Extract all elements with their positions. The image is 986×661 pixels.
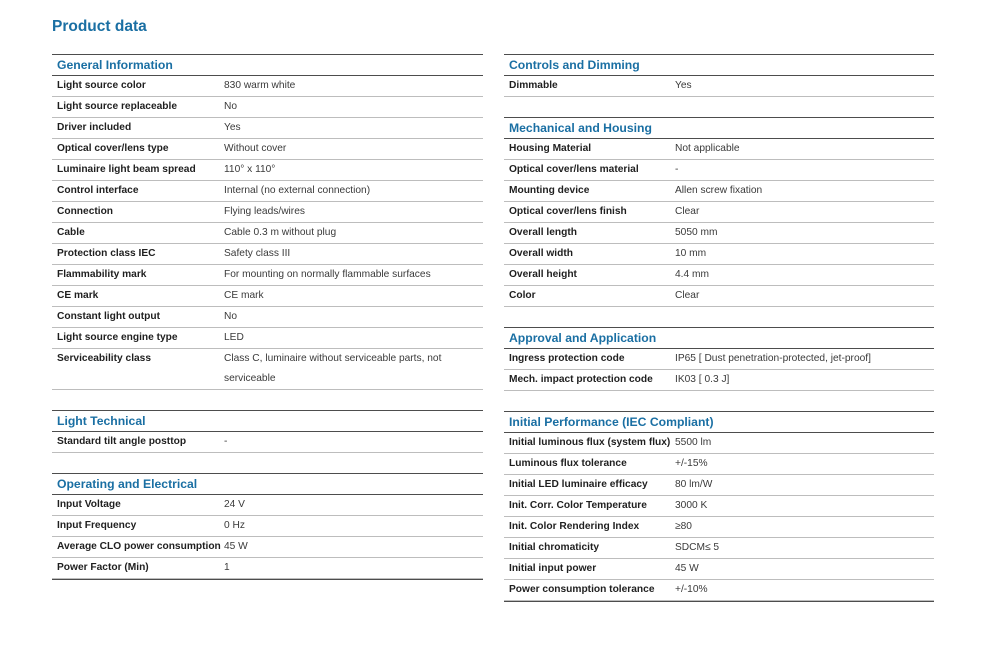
- spec-label: Color: [509, 290, 536, 301]
- spec-value: IK03 [ 0.3 J]: [675, 374, 730, 385]
- spec-row-cable: [52, 223, 483, 244]
- spec-value: Safety class III: [224, 248, 291, 259]
- spec-value: -: [224, 436, 228, 447]
- spec-label: Input Frequency: [57, 520, 137, 531]
- spec-label: Luminaire light beam spread: [57, 164, 196, 175]
- spec-label: Standard tilt angle posttop: [57, 436, 187, 447]
- spec-value: 5050 mm: [675, 227, 718, 238]
- spec-value: No: [224, 311, 238, 322]
- section-heading: General Information: [52, 55, 483, 76]
- spec-row-color: [504, 286, 934, 307]
- spec-value: 45 W: [224, 541, 248, 552]
- spec-label: Mounting device: [509, 185, 590, 196]
- spec-value: Allen screw fixation: [675, 185, 763, 196]
- spec-value: IP65 [ Dust penetration-protected, jet-proof]: [675, 353, 871, 364]
- spec-label: Housing Material: [509, 143, 592, 154]
- spec-value: 1: [224, 562, 230, 573]
- spec-row-optical-cover-lens-type: [52, 139, 483, 160]
- section-initial-performance-iec-compliant: [504, 411, 934, 602]
- spec-row-power-factor-min: [52, 558, 483, 579]
- spec-value: -: [675, 164, 679, 175]
- spec-value: LED: [224, 332, 244, 343]
- spec-row-protection-class-iec: [52, 244, 483, 265]
- section-heading: Mechanical and Housing: [504, 118, 934, 139]
- spec-label: Initial input power: [509, 563, 597, 574]
- spec-value: Internal (no external connection): [224, 185, 371, 196]
- section-heading: Controls and Dimming: [504, 55, 934, 76]
- spec-row-control-interface: [52, 181, 483, 202]
- spec-row-init-color-rendering-index: [504, 517, 934, 538]
- spec-value: For mounting on normally flammable surfaces: [224, 269, 431, 280]
- spec-row-input-frequency: [52, 516, 483, 537]
- spec-label: Init. Color Rendering Index: [509, 521, 640, 532]
- spec-value: CE mark: [224, 290, 264, 301]
- spec-label: Optical cover/lens finish: [509, 206, 627, 217]
- spec-value: 45 W: [675, 563, 699, 574]
- spec-row-connection: [52, 202, 483, 223]
- spec-row-mech-impact-protection-code: [504, 370, 934, 391]
- spec-value: 830 warm white: [224, 80, 296, 91]
- spec-label: Connection: [57, 206, 114, 217]
- spec-label: Initial chromaticity: [509, 542, 600, 553]
- spec-value: 24 V: [224, 499, 245, 510]
- spec-row-light-source-replaceable: [52, 97, 483, 118]
- left-column: [52, 54, 483, 580]
- spec-value: SDCM≤ 5: [675, 542, 720, 553]
- section-approval-and-application: [504, 327, 934, 391]
- spec-row-luminous-flux-tolerance: [504, 454, 934, 475]
- section-mechanical-and-housing: [504, 117, 934, 307]
- spec-label: Dimmable: [509, 80, 558, 91]
- spec-row-overall-width: [504, 244, 934, 265]
- spec-row-input-voltage: [52, 495, 483, 516]
- spec-label: Light source replaceable: [57, 101, 178, 112]
- section-heading: Light Technical: [52, 411, 483, 432]
- section-heading: Approval and Application: [504, 328, 934, 349]
- spec-value: Clear: [675, 290, 700, 301]
- spec-value: Class C, luminaire without serviceable parts, not serviceable: [224, 353, 442, 384]
- section-spacer: [52, 453, 483, 473]
- spec-row-optical-cover-lens-finish: [504, 202, 934, 223]
- spec-value: No: [224, 101, 238, 112]
- spec-label: Flammability mark: [57, 269, 147, 280]
- spec-row-light-source-color: [52, 76, 483, 97]
- spec-value: +/-10%: [675, 584, 708, 595]
- spec-value: Clear: [675, 206, 700, 217]
- spec-label: Optical cover/lens material: [509, 164, 639, 175]
- spec-label: Init. Corr. Color Temperature: [509, 500, 647, 511]
- spec-label: Cable: [57, 227, 85, 238]
- spec-row-dimmable: [504, 76, 934, 97]
- section-spacer: [52, 390, 483, 410]
- spec-value: Cable 0.3 m without plug: [224, 227, 337, 238]
- spec-label: Light source color: [57, 80, 146, 91]
- spec-label: Optical cover/lens type: [57, 143, 169, 154]
- spec-value: Yes: [675, 80, 692, 91]
- spec-label: Overall length: [509, 227, 577, 238]
- spec-row-ingress-protection-code: [504, 349, 934, 370]
- spec-row-driver-included: [52, 118, 483, 139]
- section-spacer: [504, 391, 934, 411]
- section-heading: Initial Performance (IEC Compliant): [504, 412, 934, 433]
- spec-row-optical-cover-lens-material: [504, 160, 934, 181]
- section-spacer: [504, 307, 934, 327]
- spec-label: Control interface: [57, 185, 139, 196]
- spec-value: 110° x 110°: [224, 164, 276, 175]
- spec-row-initial-luminous-flux-system-flux: [504, 433, 934, 454]
- spec-row-standard-tilt-angle-posttop: [52, 432, 483, 453]
- right-column: [504, 54, 934, 602]
- spec-row-luminaire-light-beam-spread: [52, 160, 483, 181]
- spec-label: Overall width: [509, 248, 573, 259]
- spec-value: 3000 K: [675, 500, 708, 511]
- spec-value: +/-15%: [675, 458, 708, 469]
- spec-row-constant-light-output: [52, 307, 483, 328]
- spec-value: 5500 lm: [675, 437, 712, 448]
- spec-label: Serviceability class: [57, 353, 152, 364]
- spec-label: Power Factor (Min): [57, 562, 149, 573]
- spec-label: Initial luminous flux (system flux): [509, 437, 671, 448]
- section-spacer: [504, 97, 934, 117]
- section-light-technical: [52, 410, 483, 453]
- spec-row-average-clo-power-consumption: [52, 537, 483, 558]
- spec-label: Mech. impact protection code: [509, 374, 653, 385]
- spec-value: Flying leads/wires: [224, 206, 305, 217]
- page-title: Product data: [52, 18, 147, 35]
- spec-value: Without cover: [224, 143, 287, 154]
- spec-value: 0 Hz: [224, 520, 245, 531]
- spec-row-flammability-mark: [52, 265, 483, 286]
- spec-value: 4.4 mm: [675, 269, 709, 280]
- spec-label: CE mark: [57, 290, 99, 301]
- spec-row-ce-mark: [52, 286, 483, 307]
- spec-row-power-consumption-tolerance: [504, 580, 934, 601]
- spec-value: Not applicable: [675, 143, 740, 154]
- spec-label: Power consumption tolerance: [509, 584, 655, 595]
- spec-row-mounting-device: [504, 181, 934, 202]
- section-general-information: [52, 54, 483, 390]
- spec-row-initial-chromaticity: [504, 538, 934, 559]
- spec-row-overall-length: [504, 223, 934, 244]
- spec-label: Protection class IEC: [57, 248, 156, 259]
- spec-label: Average CLO power consumption: [57, 541, 221, 552]
- spec-value: 10 mm: [675, 248, 707, 259]
- spec-label: Overall height: [509, 269, 577, 280]
- spec-row-housing-material: [504, 139, 934, 160]
- spec-row-initial-input-power: [504, 559, 934, 580]
- spec-label: Initial LED luminaire efficacy: [509, 479, 648, 490]
- spec-row-initial-led-luminaire-efficacy: [504, 475, 934, 496]
- spec-label: Light source engine type: [57, 332, 178, 343]
- spec-label: Driver included: [57, 122, 132, 133]
- section-heading: Operating and Electrical: [52, 474, 483, 495]
- spec-label: Luminous flux tolerance: [509, 458, 627, 469]
- spec-label: Input Voltage: [57, 499, 121, 510]
- spec-row-serviceability-class: [52, 349, 483, 390]
- spec-row-overall-height: [504, 265, 934, 286]
- spec-value: 80 lm/W: [675, 479, 713, 490]
- section-operating-and-electrical: [52, 473, 483, 580]
- spec-value: Yes: [224, 122, 241, 133]
- spec-label: Ingress protection code: [509, 353, 625, 364]
- spec-row-init-corr-color-temperature: [504, 496, 934, 517]
- spec-row-light-source-engine-type: [52, 328, 483, 349]
- spec-label: Constant light output: [57, 311, 160, 322]
- spec-value: ≥80: [675, 521, 692, 532]
- section-controls-and-dimming: [504, 54, 934, 97]
